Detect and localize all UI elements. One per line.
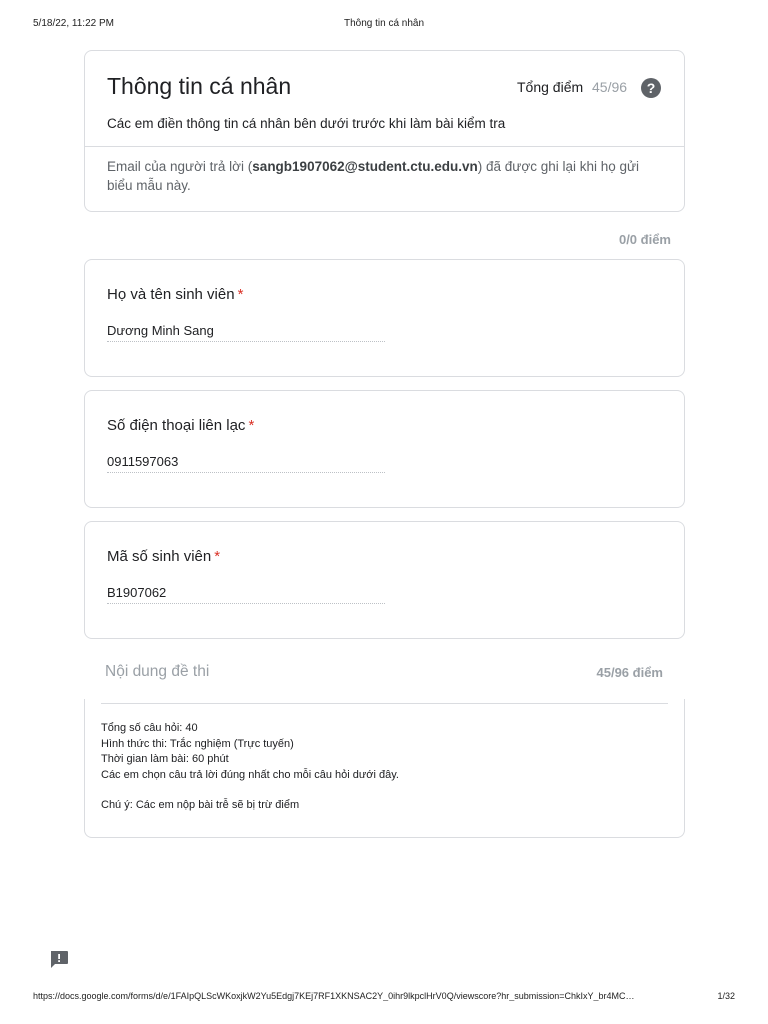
print-header <box>33 18 735 32</box>
question-card-phone <box>84 390 685 508</box>
answer-text: 0911597063 <box>107 454 385 473</box>
required-asterisk: * <box>214 548 221 565</box>
help-circle-icon[interactable]: ? <box>641 78 661 98</box>
email-note-prefix: Email của người trả lời ( <box>107 159 253 174</box>
page-url: https://docs.google.com/forms/d/e/1FAIpQLScWKoxjkW2Yu5Edgj7KEj7RF1XKNSAC2Y_0ihr9lkpclHrV0Q/viewscore?hr_submission=ChkIxY_br4MC… <box>33 991 635 1001</box>
question-card-student-id <box>84 521 685 639</box>
question-card-full-name <box>84 259 685 377</box>
question-label <box>107 548 220 565</box>
info-line: Thời gian làm bài: 60 phút <box>101 753 229 765</box>
section-divider <box>101 703 668 704</box>
exam-info <box>101 721 399 814</box>
question-text: Họ và tên sinh viên <box>107 286 235 303</box>
form-title: Thông tin cá nhân <box>107 73 292 99</box>
email-recorded-note <box>107 157 667 195</box>
section-title: Nội dung đề thi <box>105 663 210 680</box>
section-info-card <box>84 699 685 838</box>
info-line: Tổng số câu hỏi: 40 <box>101 722 198 734</box>
header-divider <box>85 146 684 147</box>
section-points: 45/96 điểm <box>596 665 663 680</box>
form-header-card <box>84 50 685 212</box>
late-submission-note: Chú ý: Các em nộp bài trễ sẽ bị trừ điểm <box>101 799 300 811</box>
section-header <box>105 663 663 683</box>
respondent-email: sangb1907062@student.ctu.edu.vn <box>252 159 478 174</box>
page-number: 1/32 <box>717 991 735 1001</box>
answer-text: B1907062 <box>107 585 385 604</box>
question-label <box>107 286 243 303</box>
question-label <box>107 417 254 434</box>
report-feedback-icon[interactable] <box>49 950 69 969</box>
section-points: 0/0 điểm <box>618 232 671 247</box>
total-score-value: 45/96 <box>592 79 628 95</box>
answer-text: Dương Minh Sang <box>107 323 385 342</box>
print-datetime: 5/18/22, 11:22 PM <box>33 18 114 29</box>
email-note-suffix: ) đã được ghi lại khi họ gửi biểu mẫu này. <box>107 159 640 193</box>
print-title: Thông tin cá nhân <box>343 18 425 29</box>
print-footer <box>33 991 735 1005</box>
required-asterisk: * <box>248 417 255 434</box>
question-text: Mã số sinh viên <box>107 548 212 565</box>
info-line: Các em chọn câu trả lời đúng nhất cho mỗi câu hỏi dưới đây. <box>101 768 399 781</box>
form-description: Các em điền thông tin cá nhân bên dưới trước khi làm bài kiểm tra <box>107 116 506 131</box>
required-asterisk: * <box>237 286 244 303</box>
question-text: Số điện thoại liên lạc <box>107 417 246 434</box>
total-score-label: Tổng điểm <box>517 79 584 95</box>
info-line: Hình thức thi: Trắc nghiệm (Trực tuyến) <box>101 737 294 750</box>
